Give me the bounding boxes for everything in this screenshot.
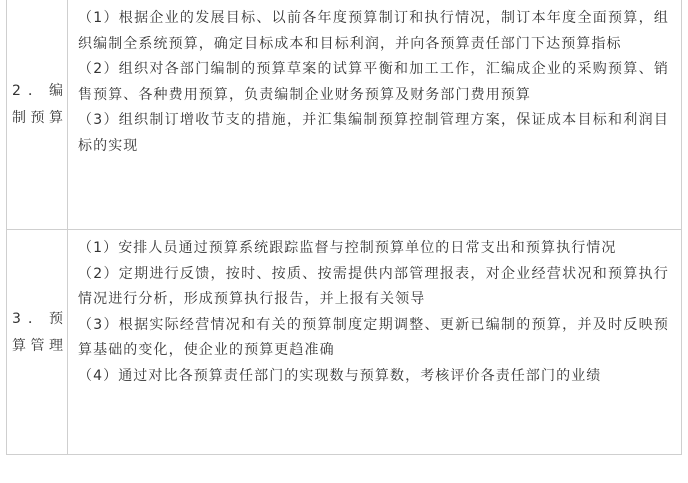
duty-item: （3）根据实际经营情况和有关的预算制度定期调整、更新已编制的预算，并及时反映预算基础的变化，使企业的预算更趋准确 (78, 316, 669, 358)
duty-item: （3）组织制订增收节支的措施，并汇集编制预算控制管理方案，保证成本目标和利润目标的实现 (78, 112, 669, 154)
row-content-cell (68, 230, 681, 454)
duty-item: （1）根据企业的发展目标、以前各年度预算制订和执行情况，制订本年度全面预算，组织编制全系统预算，确定目标成本和目标利润，并向各预算责任部门下达预算指标 (78, 10, 669, 52)
row-label-cell (7, 230, 68, 454)
duty-item: （1）安排人员通过预算系统跟踪监督与控制预算单位的日常支出和预算执行情况 (78, 240, 617, 256)
duty-item: （2）定期进行反馈，按时、按质、按需提供内部管理报表，对企业经营状况和预算执行情况进行分析，形成预算执行报告，并上报有关领导 (78, 265, 669, 307)
duty-item: （4）通过对比各预算责任部门的实现数与预算数，考核评价各责任部门的业绩 (78, 367, 602, 384)
duty-table (6, 0, 682, 455)
row-label-cell (7, 0, 68, 229)
duty-item: （2）组织对各部门编制的预算草案的试算平衡和加工工作，汇编成企业的采购预算、销售预算、各种费用预算，负责编制企业财务预算及财务部门费用预算 (78, 61, 669, 103)
row-label: 3．预算管理 (12, 311, 64, 354)
table-row (7, 0, 681, 230)
table-row (7, 230, 681, 454)
row-label: 2．编制预算 (12, 83, 64, 126)
row-content-cell (68, 0, 681, 229)
